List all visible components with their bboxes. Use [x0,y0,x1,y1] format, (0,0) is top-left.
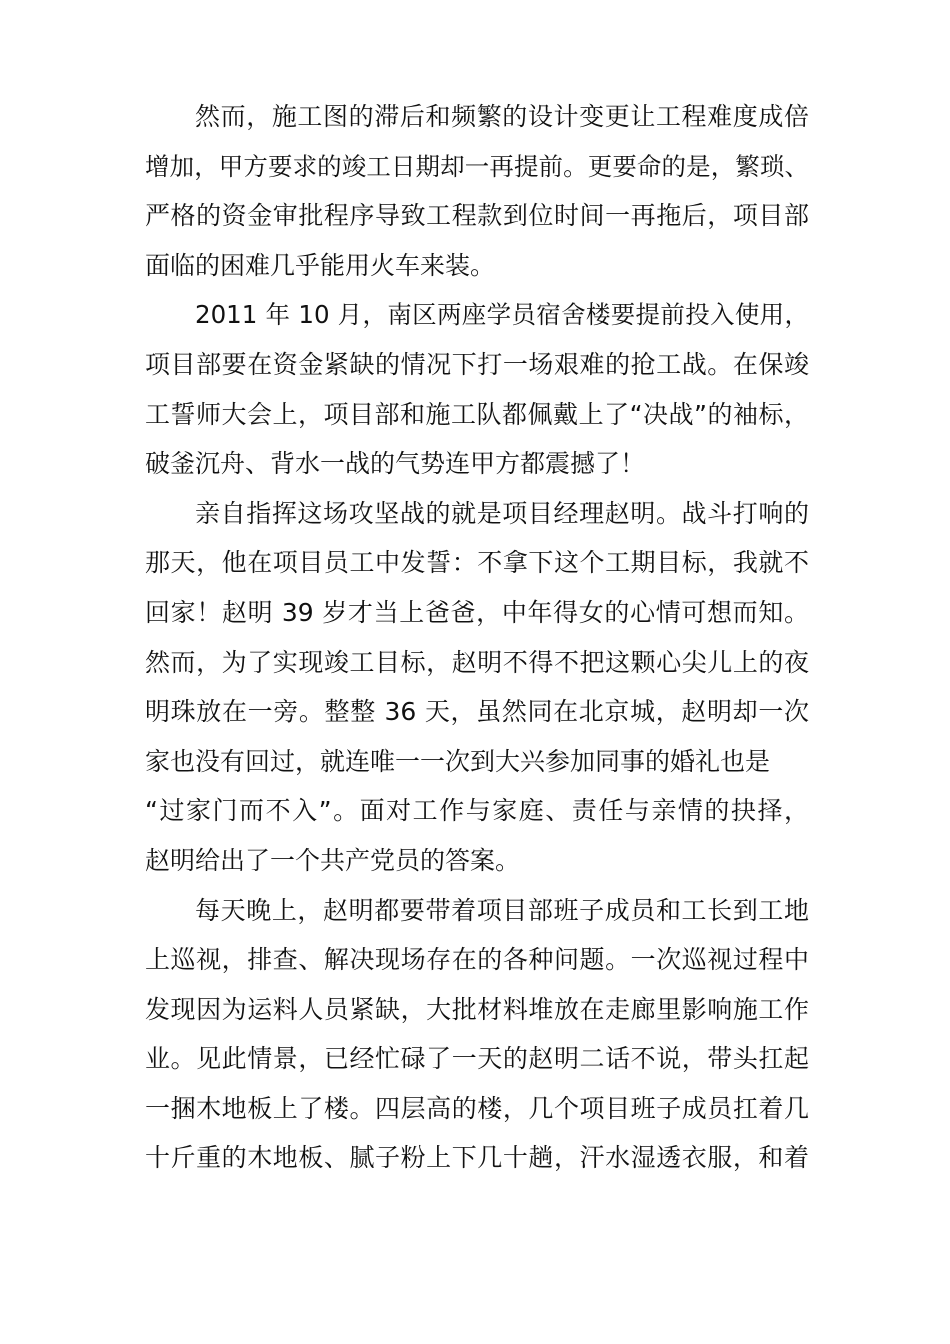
paragraph-3-line-6: 家也没有回过，就连唯一一次到大兴参加同事的婚礼也是 [145,746,771,776]
paragraph-1-line-2: 增加，甲方要求的竣工日期却一再提前。更要命的是，繁琐、 [145,151,809,181]
paragraph-3-line-7: “过家门而不入”。面对工作与家庭、责任与亲情的抉择， [145,796,809,826]
paragraph-1-line-4: 面临的困难几乎能用火车来装。 [145,250,496,280]
paragraph-2-line-4: 破釜沉舟、背水一战的气势连甲方都震撼了！ [145,449,646,479]
paragraph-3-line-4: 然而，为了实现竣工目标，赵明不得不把这颗心尖儿上的夜 [145,647,809,677]
paragraph-1-line-3: 严格的资金审批程序导致工程款到位时间一再拖后，项目部 [145,201,809,231]
paragraph-4-line-6: 十斤重的木地板、腻子粉上下几十趟，汗水湿透衣服，和着 [145,1143,809,1173]
paragraph-3-line-2: 那天，他在项目员工中发誓：不拿下这个工期目标，我就不 [145,548,809,578]
paragraph-4-line-3: 发现因为运料人员紧缺，大批材料堆放在走廊里影响施工作 [145,994,809,1024]
paragraph-3-line-3: 回家！赵明 39 岁才当上爸爸，中年得女的心情可想而知。 [145,597,809,627]
paragraph-3-line-1: 亲自指挥这场攻坚战的就是项目经理赵明。战斗打响的 [195,498,809,528]
paragraph-4-line-2: 上巡视，排查、解决现场存在的各种问题。一次巡视过程中 [145,945,809,975]
paragraph-4-line-5: 一捆木地板上了楼。四层高的楼，几个项目班子成员扛着几 [145,1093,809,1123]
paragraph-2-line-2: 项目部要在资金紧缺的情况下打一场艰难的抢工战。在保竣 [145,349,809,379]
paragraph-1-line-1: 然而，施工图的滞后和频繁的设计变更让工程难度成倍 [195,102,809,131]
paragraph-2-line-1: 2011 年 10 月，南区两座学员宿舍楼要提前投入使用， [195,300,809,330]
paragraph-3-line-5: 明珠放在一旁。整整 36 天，虽然同在北京城，赵明却一次 [145,697,809,727]
paragraph-4-line-1: 每天晚上，赵明都要带着项目部班子成员和工长到工地 [195,895,809,925]
paragraph-4-line-4: 业。见此情景，已经忙碌了一天的赵明二话不说，带头扛起 [145,1044,809,1074]
paragraph-3-line-8: 赵明给出了一个共产党员的答案。 [145,845,521,875]
article-body [145,92,809,1183]
paragraph-2-line-3: 工誓师大会上，项目部和施工队都佩戴上了“决战”的袖标， [145,399,809,429]
